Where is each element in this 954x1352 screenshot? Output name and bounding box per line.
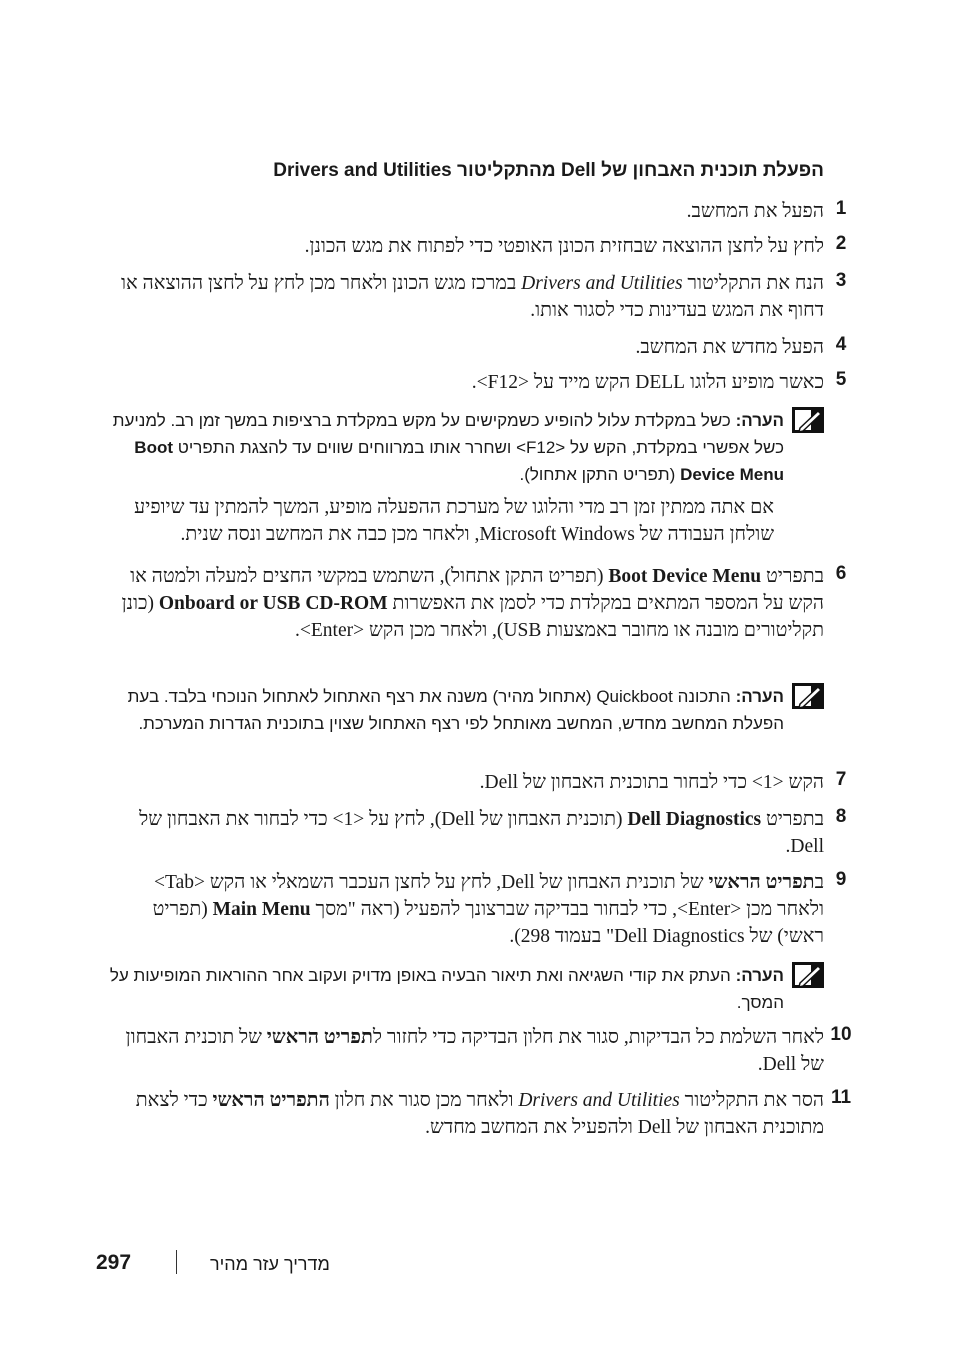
step-text: הפעל מחדש את המחשב. — [635, 337, 824, 358]
step-number: 8 — [835, 806, 847, 827]
step-text: הנח את התקליטור Drivers and Utilities במרכז מגש הכונן ולאחר מכן לחץ על לחצן ההוצאה או דחוף את המגש בעדינות כדי לסגור אותו. — [120, 273, 824, 321]
pencil-note-icon — [792, 407, 824, 433]
step-number: 4 — [835, 334, 847, 355]
section-heading: הפעלת תוכנית האבחון של Dell מהתקליטור Drivers and Utilities — [273, 160, 824, 181]
step-11 — [105, 1087, 852, 1141]
step-number: 1 — [835, 198, 847, 219]
info-paragraph: אם אתה ממתין זמן רב מדי והלוגו של מערכת ההפעלה מופיע, המשך להמתין עד שיופיע שולחן העבודה של Microsoft Windows, ולאחר מכן כבה את המחשב ונסה שנית. — [134, 497, 774, 545]
step-8 — [105, 806, 847, 860]
note-text: הערה: התכונה Quickboot (אתחול מהיר) משנה את רצף האתחול לאתחול הנוכחי בלבד. בעת הפעלת המחשב מחדש, המחשב מאותחל לפי רצף האתחול שצוין בתוכנית הגדרות המערכת. — [127, 687, 784, 733]
step-text: לחץ על לחצן ההוצאה שבחזית הכונן האופטי כדי לפתוח את מגש הכונן. — [304, 236, 824, 257]
step-number: 11 — [830, 1087, 852, 1108]
note-2 — [95, 683, 784, 737]
step-9 — [105, 869, 847, 950]
step-text: הסר את התקליטור Drivers and Utilities ולאחר מכן סגור את חלון התפריט הראשי כדי לצאת מתוכנית האבחון של Dell ולהפעיל את המחשב מחדש. — [135, 1090, 824, 1138]
step-number: 3 — [835, 270, 847, 291]
pencil-note-icon — [792, 962, 824, 988]
step-text: הפעל את המחשב. — [686, 201, 824, 222]
step-number: 7 — [835, 769, 847, 790]
step-2 — [105, 233, 847, 260]
footer-title: מדריך עזר מהיר — [210, 1254, 330, 1274]
step-text: הקש <1> כדי לבחור בתוכנית האבחון של Dell. — [479, 772, 824, 793]
step-7 — [105, 769, 847, 796]
step-text: בתפריט הראשי של תוכנית האבחון של Dell, לחץ על לחצן העכבר השמאלי או הקש <Tab> ולאחר מכן <Enter>, כדי לבחור בבדיקה שברצונך להפעיל (ראה "מסך Main Menu (תפריט ראשי) של Dell Diagnostics" בעמוד 298). — [152, 872, 824, 947]
step-number: 2 — [835, 233, 847, 254]
step-text: בתפריט Dell Diagnostics (תוכנית האבחון של Dell), לחץ על <1> כדי לבחור את האבחון של Dell. — [139, 809, 824, 857]
step-4 — [105, 334, 847, 361]
note-text: הערה: העתק את קודי השגיאה ואת תיאור הבעיה באופן מדויק ועקוב אחר ההוראות המופיעות על המסך. — [109, 966, 784, 1012]
step-3 — [105, 270, 847, 324]
step-text: לאחר השלמת כל הבדיקות, סגור את חלון הבדיקה כדי לחזור לתפריט הראשי של תוכנית האבחון של Dell. — [125, 1027, 824, 1075]
note-text: הערה: כשל במקלדת עלול להופיע כשמקישים על מקש במקלדת ברציפות במשך זמן רב. למניעת כשל אפשרי במקלדת, הקש על <F12> ושחרר אותו במרווחים שווים עד להצגת התפריט Boot Device Menu (תפריט התקן אתחול). — [112, 411, 784, 484]
page-number: 297 — [96, 1251, 132, 1274]
step-number: 5 — [835, 369, 847, 390]
footer-divider — [176, 1250, 177, 1274]
note-3 — [95, 962, 784, 1016]
step-text: כאשר מופיע הלוגו DELL הקש מייד על <F12>. — [471, 372, 824, 393]
pencil-note-icon — [792, 683, 824, 709]
step-number: 10 — [830, 1024, 852, 1045]
step-6 — [105, 563, 847, 644]
note-1 — [95, 407, 784, 488]
step-5 — [105, 369, 847, 396]
step-text: בתפריט Boot Device Menu (תפריט התקן אתחול), השתמש במקשי החצים למעלה ולמטה או הקש על המספר המתאים במקלדת כדי לסמן את האפשרות Onboard or USB CD-ROM (כונן תקליטורים מובנה או מחובר באמצעות USB), ולאחר מכן הקש <Enter>. — [121, 566, 824, 641]
step-1 — [105, 198, 847, 225]
step-number: 6 — [835, 563, 847, 584]
step-10 — [105, 1024, 852, 1078]
step-number: 9 — [835, 869, 847, 890]
